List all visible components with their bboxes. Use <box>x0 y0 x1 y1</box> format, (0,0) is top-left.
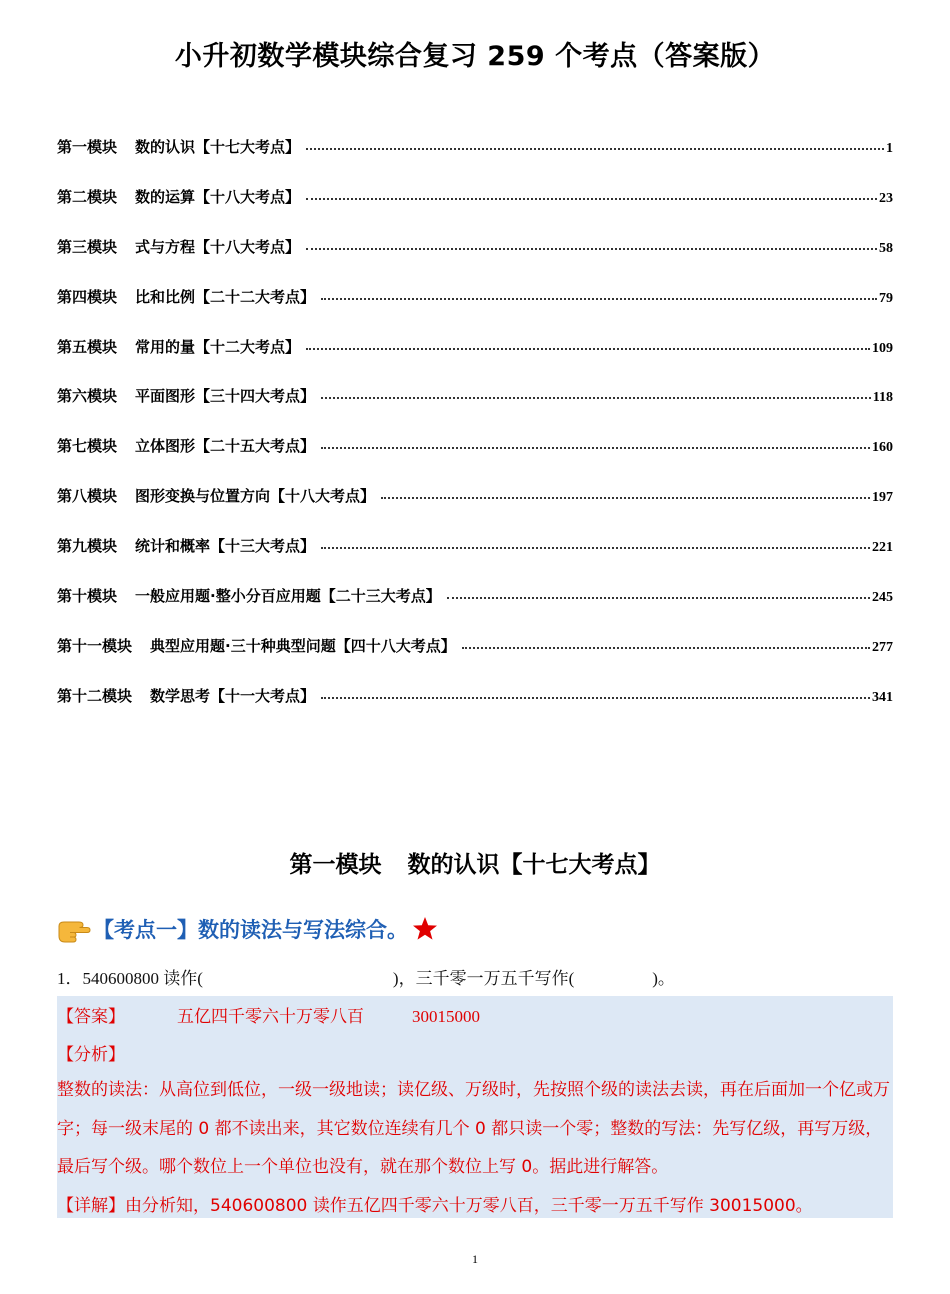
question-prefix: 1．540600800 读作( <box>57 969 203 988</box>
toc-page-number: 277 <box>872 639 893 655</box>
question-suffix: )。 <box>652 969 675 988</box>
toc-leader-dots <box>321 396 871 399</box>
toc-leader-dots <box>321 696 870 699</box>
toc-module-title: 常用的量【十二大考点】 <box>135 337 301 356</box>
toc-leader-dots <box>381 496 870 499</box>
toc-module-number: 第六模块 <box>57 387 118 406</box>
toc-entry[interactable] <box>57 236 893 286</box>
toc-module-number: 第一模块 <box>57 138 118 156</box>
toc-module-number: 第九模块 <box>57 537 118 556</box>
toc-module-number: 第三模块 <box>57 237 118 256</box>
toc-module-title: 典型应用题·三十种典型问题【四十八大考点】 <box>150 636 456 655</box>
toc-leader-dots <box>462 646 870 649</box>
question-middle: )，三千零一万五千写作( <box>392 969 575 988</box>
toc-entry[interactable] <box>57 186 893 236</box>
toc-leader-dots <box>306 247 877 250</box>
toc-leader-dots <box>321 546 870 549</box>
analysis-paragraph <box>57 1071 893 1225</box>
toc-module-number: 第十模块 <box>57 587 118 606</box>
section-heading <box>0 846 950 879</box>
toc-module-number: 第四模块 <box>57 287 118 306</box>
analysis-label: 【分析】 <box>57 1045 125 1065</box>
toc-module-number: 第二模块 <box>57 187 118 206</box>
answer-line <box>57 1002 480 1027</box>
answer-value-2: 30015000 <box>412 1007 480 1026</box>
analysis-text: 整数的读法：从高位到低位，一级一级地读；读亿级、万级时，先按照个级的读法去读，再在后面加一个亿或万字；每一级末尾的 0 都不读出来，其它数位连续有几个 0 都只读一个零；整数的写法：先写亿级，再写万级，最后写个级。哪个数位上一个单位也没有，就在那个数位上写 0。据此进行解答。 <box>57 1080 890 1177</box>
toc-page-number: 23 <box>879 190 893 206</box>
toc-leader-dots <box>306 347 870 350</box>
section-title: 数的认识【十七大考点】 <box>407 852 661 878</box>
toc-module-title: 图形变换与位置方向【十八大考点】 <box>135 487 376 506</box>
toc-module-title: 比和比例【二十二大考点】 <box>135 287 316 306</box>
toc-leader-dots <box>447 596 870 599</box>
toc-module-title: 数学思考【十一大考点】 <box>150 686 316 705</box>
toc-entry[interactable] <box>57 685 893 735</box>
page-number: 1 <box>472 1252 478 1266</box>
toc-module-number: 第八模块 <box>57 487 118 506</box>
detail-text: 由分析知，540600800 读作五亿四千零六十万零八百，三千零一万五千写作 30015000。 <box>125 1195 813 1216</box>
toc-page-number: 245 <box>872 590 893 606</box>
point-title: 【考点一】数的读法与写法综合。 <box>93 918 408 942</box>
answer-label: 【答案】 <box>57 1007 125 1027</box>
toc-page-number: 58 <box>879 240 893 256</box>
toc-page-number: 197 <box>872 490 893 506</box>
toc-entry[interactable] <box>57 485 893 535</box>
toc-page-number: 109 <box>872 340 893 356</box>
toc-module-number: 第五模块 <box>57 337 118 356</box>
detail-label: 【详解】 <box>57 1195 125 1216</box>
toc-module-title: 平面图形【三十四大考点】 <box>135 387 316 406</box>
toc-module-number: 第十一模块 <box>57 636 133 655</box>
toc-module-number: 第十二模块 <box>57 686 133 705</box>
toc-entry[interactable] <box>57 336 893 386</box>
toc-module-title: 式与方程【十八大考点】 <box>135 237 301 256</box>
table-of-contents <box>57 136 893 735</box>
toc-page-number: 221 <box>872 540 893 556</box>
toc-entry[interactable] <box>57 435 893 485</box>
toc-page-number: 79 <box>879 290 893 306</box>
toc-entry[interactable] <box>57 585 893 635</box>
toc-entry[interactable] <box>57 385 893 435</box>
pointing-hand-icon <box>57 914 91 944</box>
toc-entry[interactable] <box>57 635 893 685</box>
toc-page-number: 118 <box>872 390 893 406</box>
section-module: 第一模块 <box>289 852 382 878</box>
toc-module-title: 数的认识【十七大考点】 <box>135 138 301 156</box>
toc-entry[interactable] <box>57 535 893 585</box>
point-heading <box>57 914 438 944</box>
toc-leader-dots <box>321 297 877 300</box>
toc-module-number: 第七模块 <box>57 437 118 456</box>
answer-box <box>57 996 893 1218</box>
question-1 <box>57 964 675 989</box>
toc-page-number: 160 <box>872 440 893 456</box>
toc-page-number: 1 <box>886 141 893 156</box>
toc-module-title: 统计和概率【十三大考点】 <box>135 537 316 556</box>
document-title: 小升初数学模块综合复习 259 个考点（答案版） <box>174 41 776 72</box>
toc-entry[interactable] <box>57 136 893 186</box>
answer-value-1: 五亿四千零六十万零八百 <box>177 1007 364 1027</box>
toc-leader-dots <box>306 147 884 150</box>
toc-module-title: 立体图形【二十五大考点】 <box>135 437 316 456</box>
toc-module-title: 一般应用题·整小分百应用题【二十三大考点】 <box>135 587 441 606</box>
toc-leader-dots <box>321 446 870 449</box>
toc-module-title: 数的运算【十八大考点】 <box>135 187 301 206</box>
star-icon <box>412 916 438 942</box>
toc-page-number: 341 <box>872 689 893 705</box>
toc-leader-dots <box>306 197 877 200</box>
toc-entry[interactable] <box>57 286 893 336</box>
